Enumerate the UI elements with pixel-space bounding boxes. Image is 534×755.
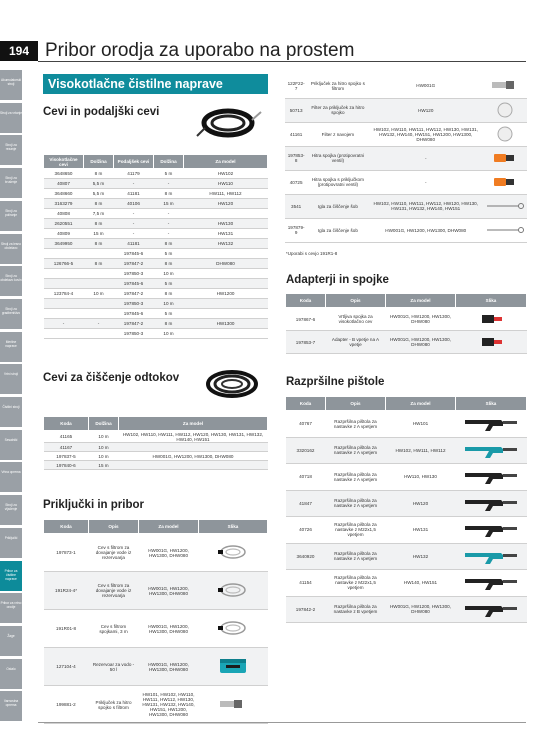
table-cell: 10 m [154,269,184,279]
sidebar-tab[interactable]: Žage [0,626,22,656]
sidebar-tab[interactable]: Ostalo [0,659,22,689]
table-cell: - [368,146,483,170]
table-cell: Razpršilna pištola za nastavke z A vpetjem [326,464,386,491]
product-image [483,170,527,194]
sidebar-tab[interactable]: Vrtni stroji [0,364,22,394]
table-cell: HW001G [368,74,483,98]
table-cell: 7,5 m [84,209,114,219]
table-cell: 8 m [154,259,184,269]
table-cell: HW001G, HW1200, HW1300, DHW080 [139,648,199,686]
table-cell: 41154 [286,570,326,597]
table-cell: 8 m [154,239,184,249]
table-cell: 126766-5 [44,259,84,269]
table-cell [184,299,268,309]
product-image [456,490,527,517]
table-row [44,309,268,319]
table-row [44,648,268,686]
table-cell: Filter z navojem [307,122,368,146]
table-cell: 3648650 [44,169,84,179]
table-cell: HW131 [184,229,268,239]
table-cell: 15 m [154,199,184,209]
table-row [44,610,268,648]
product-image [199,572,268,610]
product-image [199,686,268,724]
table-row [44,199,268,209]
table-cell: 127104-4 [44,648,89,686]
table-cell: 197867-6 [286,308,326,331]
table-cell: HW120 [184,199,268,209]
sidebar-tab[interactable]: Stroji za brušenje [0,168,22,198]
table-cell [184,249,268,259]
table-cell: Hitra spojka (protipovratni ventil) [307,146,368,170]
table-cell: 41167 [44,443,89,452]
product-image [456,543,527,570]
table-cell: Adapter - B vpetje na A vpetje [326,331,386,354]
table-cell: HW140, HW151 [386,570,456,597]
table-cell: HW110, HW130 [386,464,456,491]
table-cell: Razpršilna pištola za nastavke z M22x1,5 vpetjem [326,517,386,544]
table-cell [119,461,268,470]
table-cell: 3541 [285,194,307,218]
table-cell: 40808 [44,209,84,219]
table-cell: 41847 [286,490,326,517]
table-cell: 3163279 [44,199,84,209]
table-cell: - [154,209,184,219]
table-row [44,249,268,259]
table-cell: HW101 [386,411,456,438]
table-cell: Razpršilna pištola za nastavke z B vpetjem [326,596,386,623]
table-cell: HW001G, HW1200, HW1300, DHW080 [386,308,456,331]
table-cell: 10 m [89,443,119,452]
table-row [44,686,268,724]
table-cell [44,249,84,259]
col-header: Za model [386,397,456,411]
table-cell: - [154,179,184,189]
table-cell: Cev s filtrom spojkami, 3 m [89,610,139,648]
table-cell: 5 m [154,249,184,259]
table-cell: 3320162 [286,437,326,464]
table-row [44,452,268,461]
product-image [456,331,527,354]
table-cell: 41181 [114,189,154,199]
table-cell: 15 m [84,229,114,239]
product-image [483,146,527,170]
attachments-table [43,519,268,724]
adapters-table [285,293,527,354]
product-image [483,122,527,146]
col-header: Za model [386,294,456,308]
table-cell: Hitra spojka s priključkom (protipovratni ventil) [307,170,368,194]
table-cell: HW1200 [184,289,268,299]
table-row [285,74,527,98]
top-right-table [285,74,527,243]
table-row [286,543,527,570]
table-cell: 40807 [44,179,84,189]
product-image [456,596,527,623]
hoses-table [43,154,268,339]
col-header: Opis [89,520,139,534]
product-image [199,610,268,648]
table-row [44,461,268,470]
col-header: Za model [184,155,268,169]
table-cell: Cev s filtrom za dovajanje vode iz rezervoarja [89,534,139,572]
hose-reel-image [195,106,265,142]
table-cell: DHW080 [184,259,268,269]
table-cell: Razpršilna pištola za nastavke z M22x1,5 vpetjem [326,570,386,597]
table-cell: Rezervoar za vodo - 50 l [89,648,139,686]
product-image [456,437,527,464]
table-cell: 191R24-4* [44,572,89,610]
table-cell: 197840-6 [44,461,89,470]
sidebar-tab[interactable]: Priključki [0,528,22,558]
table-cell: HW001G, HW1200, HW1300, DHW080 [386,596,456,623]
table-cell: HW132 [386,543,456,570]
product-image [456,411,527,438]
table-cell: 5 m [154,169,184,179]
guns-title: Razpršilne pištole [286,376,385,388]
table-cell: 10 m [154,299,184,309]
table-cell: HW102, HW110, HW111, HW112, HW120, HW130, HW131, HW132, HW140, HW151 [368,194,483,218]
table-row [44,209,268,219]
table-cell: HW001G, HW1200, HW1300, DHW080 [368,218,483,242]
table-cell: - [114,179,154,189]
table-cell: Igla za čiščenje šob [307,218,368,242]
table-cell: Razpršilna pištola za nastavke z A vpetjem [326,543,386,570]
table-cell [84,329,114,339]
table-cell: HW110 [184,179,268,189]
table-row [44,239,268,249]
table-cell: 197850-3 [114,329,154,339]
table-cell: 5 m [154,309,184,319]
table-cell: 10 m [89,431,119,443]
table-cell: 8 m [84,239,114,249]
table-cell: 2620551 [44,219,84,229]
col-header: Dolžina [89,417,119,431]
product-image [483,218,527,242]
table-cell: HW111, HW112 [184,189,268,199]
table-cell: HW102, HW110, HW111, HW112, HW120, HW130, HW131, HW132, HW140, HW151 [119,431,268,443]
table-row [44,319,268,329]
table-cell: 8 m [84,259,114,269]
table-cell: 197879-9 [285,218,307,242]
table-cell: 8 m [154,289,184,299]
col-header: Opis [326,397,386,411]
table-cell: HW120 [368,98,483,122]
table-row [44,431,268,443]
footnote: *Uporabi s cevjo 191R1-8 [286,251,338,256]
table-row [44,299,268,309]
product-image [456,570,527,597]
sidebar-tab[interactable]: Sesalniki [0,430,22,460]
page-number: 194 [0,41,38,61]
col-header: Slika [199,520,268,534]
table-cell [184,269,268,279]
table-cell: 123784-4 [44,289,84,299]
col-header: Opis [326,294,386,308]
table-cell: 122F22-7 [285,74,307,98]
table-cell: - [154,219,184,229]
col-header: Koda [286,294,326,308]
table-cell [44,279,84,289]
table-cell [44,329,84,339]
table-row [44,443,268,452]
sidebar-tab[interactable]: Stroji za obdelavo kovin [0,266,22,296]
table-cell: 197850-3 [114,299,154,309]
sidebar-tab[interactable]: Pribor za vrtno orodje [0,593,22,623]
product-image [456,517,527,544]
guns-table [285,396,527,623]
table-row [44,219,268,229]
table-cell: HW001G, HW1200, HW1300, DHW080 [386,331,456,354]
table-cell: 10 m [84,289,114,299]
table-cell: 199881-2 [44,686,89,724]
adapters-title: Adapterji in spojke [286,274,389,286]
table-cell [84,279,114,289]
col-header: Za model [119,417,268,431]
table-cell [84,249,114,259]
table-cell: 5,5 m [84,179,114,189]
product-image [456,308,527,331]
sidebar [0,70,22,725]
table-cell: HW001G, HW1200, HW1300, DHW080 [139,572,199,610]
table-cell: 8 m [84,219,114,229]
table-cell: - [114,219,154,229]
table-row [44,259,268,269]
table-cell: 15 m [89,461,119,470]
table-cell [184,329,268,339]
hoses-title: Cevi in podaljški cevi [43,106,160,118]
title-rule [38,61,526,62]
product-image [483,74,527,98]
table-cell [44,299,84,309]
table-cell: - [368,170,483,194]
table-cell: HW131 [386,517,456,544]
table-cell [184,209,268,219]
table-cell: HW120 [386,490,456,517]
table-cell: Vrtljiva spojka za visokotlačno cev [326,308,386,331]
table-cell: Razpršilna pištola za nastavke z A vpetjem [326,490,386,517]
table-cell: HW102, HW111, HW112 [386,437,456,464]
table-cell: 197845-6 [114,279,154,289]
table-cell: Cev s filtrom za dovajanje vode iz rezervoarja [89,572,139,610]
table-row [44,572,268,610]
table-cell: 40767 [286,411,326,438]
table-row [44,534,268,572]
table-cell [44,309,84,319]
sidebar-tab[interactable]: Stroji za vrtanje [0,103,22,133]
table-cell: 197873-1 [44,534,89,572]
table-cell: Priključek za hitro spojko s filtrom [89,686,139,724]
table-cell: 41181 [114,239,154,249]
product-image [483,194,527,218]
col-header: Koda [286,397,326,411]
table-cell [84,299,114,309]
table-cell: 41161 [285,122,307,146]
table-row [286,464,527,491]
table-cell: 197847-2 [114,319,154,329]
table-row [286,517,527,544]
sidebar-tab[interactable]: Merilne naprave [0,332,22,362]
table-cell: - [114,209,154,219]
section-banner: Visokotlačne čistilne naprave [43,74,268,94]
table-cell: 41165 [44,431,89,443]
table-cell: HW001G, HW1200, HW1300, DHW080 [139,534,199,572]
col-header: Za model [139,520,199,534]
drain-hose-image [200,366,262,402]
sidebar-tab[interactable]: Stroji za vijačenje [0,495,22,525]
table-cell: 197847-2 [114,289,154,299]
table-cell: - [44,319,84,329]
table-row [285,170,527,194]
sidebar-tab[interactable]: Stroji za rezanje [0,135,22,165]
product-image [199,534,268,572]
table-cell: Priključek za hitro spojko s filtrom [307,74,368,98]
table-cell: 8 m [154,319,184,329]
table-cell [184,279,268,289]
table-cell: HW130 [184,219,268,229]
table-row [286,411,527,438]
table-cell: HW1300 [184,319,268,329]
table-row [286,437,527,464]
sidebar-tab[interactable]: Akumulatorski stroji [0,70,22,100]
table-cell: 191R01-8 [44,610,89,648]
table-cell [44,269,84,279]
table-cell: Igla za čiščenje šob [307,194,368,218]
table-cell: 8 m [84,199,114,209]
table-cell: 10 m [89,452,119,461]
table-cell: 40725 [285,170,307,194]
product-image [483,98,527,122]
table-cell: 3649950 [44,239,84,249]
product-image [199,648,268,686]
table-row [285,218,527,242]
table-cell [184,309,268,319]
table-row [286,570,527,597]
table-cell: 40718 [286,464,326,491]
drain-title: Cevi za čiščenje odtokov [43,372,180,384]
table-cell: 40106 [114,199,154,209]
table-row [44,189,268,199]
table-cell: 197837-5 [44,452,89,461]
table-cell: Razpršilna pištola za nastavke z A vpetjem [326,437,386,464]
sidebar-tab[interactable]: Varnostna oprema [0,691,22,721]
table-row [44,329,268,339]
sidebar-tab[interactable]: Vrtna oprema [0,462,22,492]
table-cell: - [114,229,154,239]
table-row [286,490,527,517]
table-cell: 8 m [154,189,184,199]
table-cell: 197845-6 [114,309,154,319]
table-row [286,308,527,331]
table-cell: HW102 [184,169,268,179]
table-row [44,279,268,289]
table-cell [84,269,114,279]
table-cell: Razpršilna pištola za nastavke z A vpetjem [326,411,386,438]
table-row [44,179,268,189]
drain-table [43,416,268,470]
page-title: Pribor orodja za uporabo na prostem [45,40,355,61]
col-header: Koda [44,520,89,534]
table-cell: 197847-2 [114,259,154,269]
table-row [285,122,527,146]
table-cell: 5,5 m [84,189,114,199]
table-cell: Filter za priključek za hitro spojko [307,98,368,122]
table-row [285,194,527,218]
table-row [285,146,527,170]
table-cell: HW001G, HW1200, HW1300, DHW080 [119,452,268,461]
col-header: Visokotlačne cevi [44,155,84,169]
table-row [44,289,268,299]
table-row [44,229,268,239]
table-cell: HW101, HW102, HW110, HW111, HW112, HW130, HW131, HW132, HW140, HW151, HW1200, HW1300, DHW080 [139,686,199,724]
table-row [44,169,268,179]
sidebar-tab[interactable]: Pribor za čistilne naprave [0,561,22,591]
sidebar-tab[interactable]: Čistilni stroji [0,397,22,427]
table-row [286,596,527,623]
table-cell: 40726 [286,517,326,544]
table-cell: 197845-6 [114,249,154,259]
attachments-title: Priključki in pribor [43,499,144,511]
table-cell: 10 m [154,329,184,339]
sidebar-tab[interactable]: Stroji za gradbeništvo [0,299,22,329]
table-cell: - [84,319,114,329]
table-cell: HW132 [184,239,268,249]
table-cell: - [154,229,184,239]
table-cell: HW102, HW110, HW111, HW112, HW130, HW131, HW132, HW140, HW151, HW1200, HW1300, DHW080 [368,122,483,146]
table-cell: 3648660 [44,189,84,199]
table-row [286,331,527,354]
col-header: Koda [44,417,89,431]
table-cell: HW001G, HW1200, HW1300, DHW080 [139,610,199,648]
table-cell: 3640920 [286,543,326,570]
table-row [285,98,527,122]
table-cell: 197853-8 [285,146,307,170]
col-header: Slika [456,397,527,411]
table-cell: 50713 [285,98,307,122]
col-header: Dolžina [154,155,184,169]
product-image [456,464,527,491]
table-cell [84,309,114,319]
sidebar-tab[interactable]: Stroji za lesno obdelavo [0,234,22,264]
table-cell: 8 m [84,169,114,179]
col-header: Slika [456,294,527,308]
table-cell: 197850-3 [114,269,154,279]
table-cell: 40809 [44,229,84,239]
table-cell: 197842-2 [286,596,326,623]
col-header: Podaljšek cevi [114,155,154,169]
table-cell: 197853-7 [286,331,326,354]
table-cell: 5 m [154,279,184,289]
sidebar-tab[interactable]: Stroji za poliranje [0,201,22,231]
table-cell: 41179 [114,169,154,179]
table-cell [119,443,268,452]
col-header: Dolžina [84,155,114,169]
table-row [44,269,268,279]
